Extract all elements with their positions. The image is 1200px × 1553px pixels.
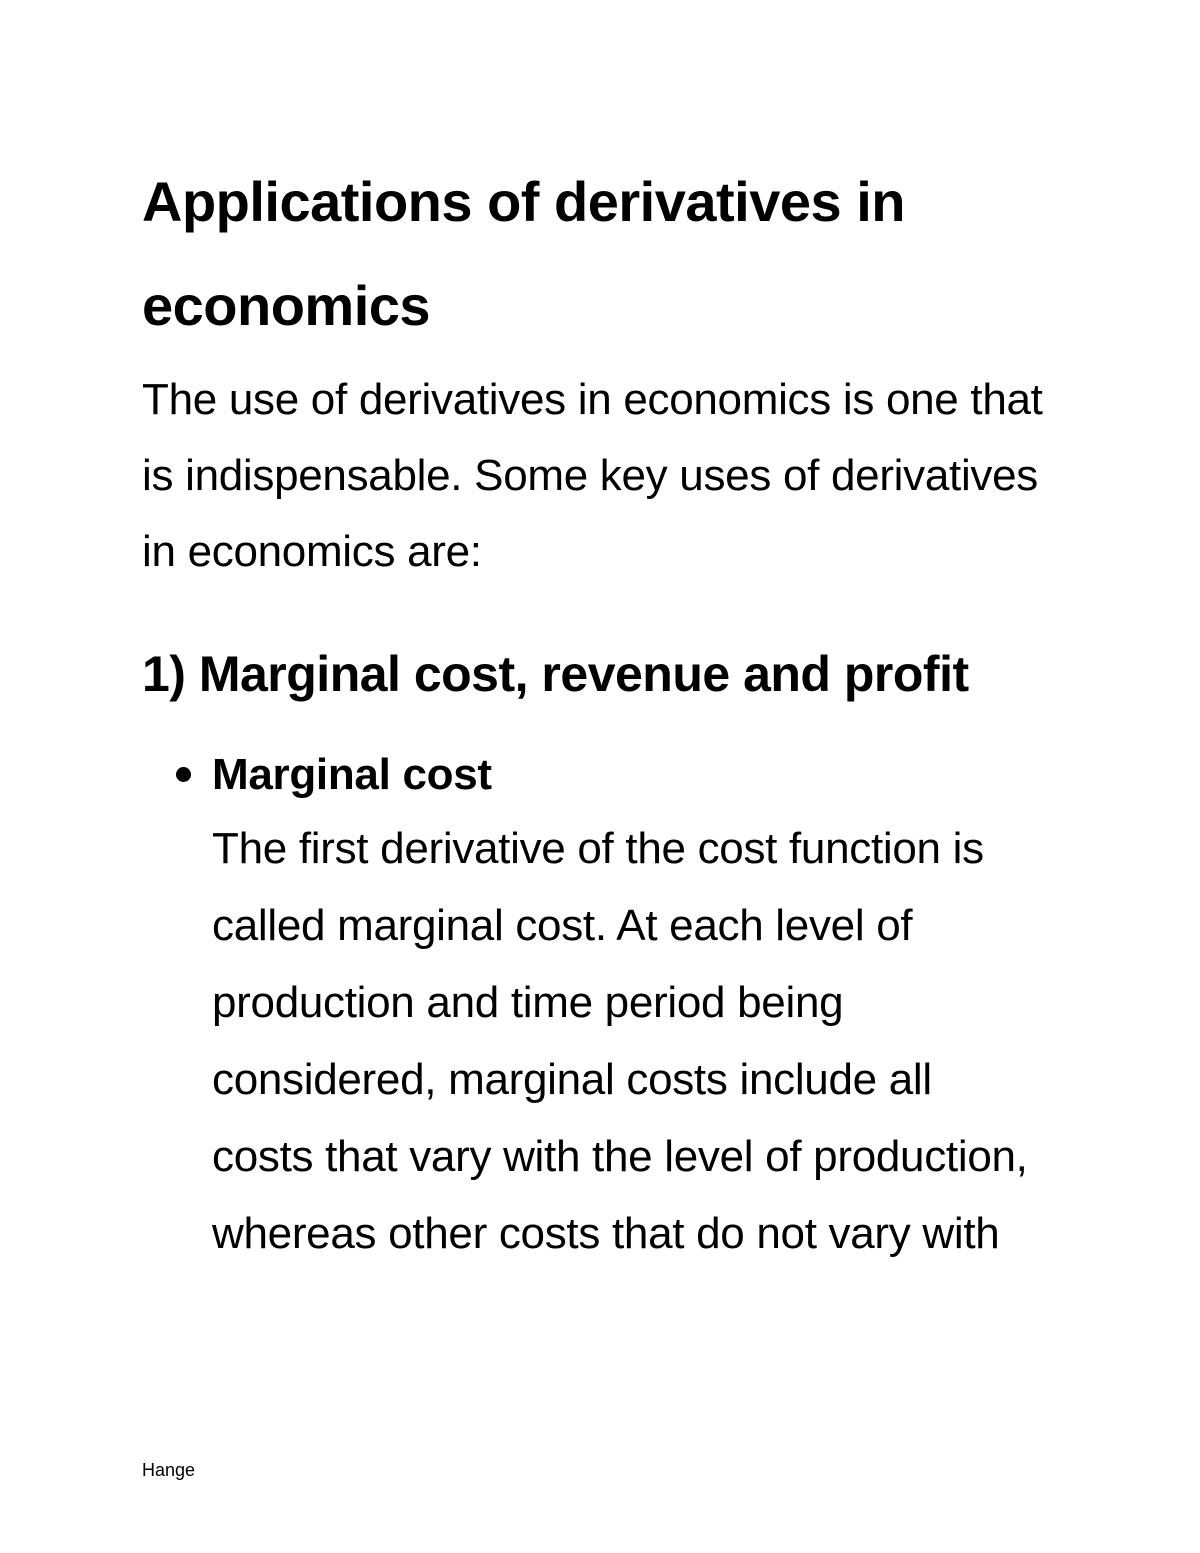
bullet-body: The first derivative of the cost function is called marginal cost. At each level of production and time period being considered, marginal costs include all costs that vary with the level of production, whereas other costs that do not vary with	[212, 824, 1028, 1258]
footer-author: Hange	[142, 1460, 196, 1480]
intro-paragraph: The use of derivatives in economics is one that is indispensable. Some key uses of derivatives in economics are:	[142, 375, 1043, 576]
list-item	[142, 740, 1082, 1272]
bullet-icon	[176, 767, 191, 782]
document-title: Applications of derivatives in economics	[142, 170, 905, 337]
section-heading: 1) Marginal cost, revenue and profit	[142, 646, 969, 702]
bullet-list	[142, 740, 1082, 1272]
bullet-heading: Marginal cost	[212, 750, 492, 799]
